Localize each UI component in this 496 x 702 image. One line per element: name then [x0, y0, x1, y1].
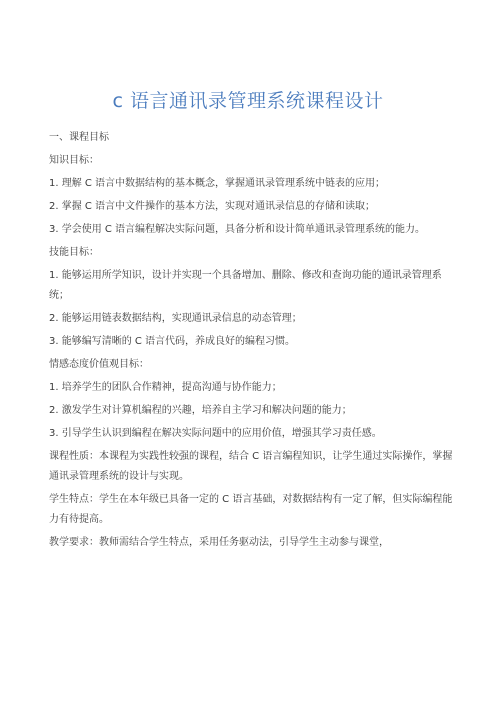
document-body — [49, 128, 459, 556]
subsection-heading: 技能目标： — [49, 247, 99, 258]
paragraph: 2. 掌握 C 语言中文件操作的基本方法，实现对通讯录信息的存储和读取； — [49, 201, 376, 212]
paragraph: 1. 理解 C 语言中数据结构的基本概念，掌握通讯录管理系统中链表的应用； — [49, 178, 386, 189]
document-title: c 语言通讯录管理系统课程设计 — [112, 90, 384, 112]
paragraph: 3. 引导学生认识到编程在解决实际问题中的应用价值，增强其学习责任感。 — [49, 428, 382, 439]
section-heading: 一、课程目标 — [49, 132, 109, 143]
paragraph: 3. 学会使用 C 语言编程解决实际问题，具备分析和设计简单通讯录管理系统的能力。 — [49, 224, 426, 235]
paragraph: 2. 能够运用链表数据结构，实现通讯录信息的动态管理； — [49, 313, 302, 324]
paragraph: 1. 能够运用所学知识，设计并实现一个具备增加、删除、修改和查询功能的通讯录管理系统； — [49, 270, 442, 301]
subsection-heading: 知识目标： — [49, 155, 99, 166]
paragraph: 教学要求：教师需结合学生特点，采用任务驱动法，引导学生主动参与课堂， — [49, 537, 389, 548]
paragraph: 课程性质：本课程为实践性较强的课程，结合 C 语言编程知识，让学生通过实际操作，掌握通讯录管理系统的设计与实现。 — [49, 451, 453, 482]
paragraph: 2. 激发学生对计算机编程的兴趣，培养自主学习和解决问题的能力； — [49, 405, 352, 416]
subsection-heading: 情感态度价值观目标： — [49, 359, 149, 370]
paragraph: 3. 能够编写清晰的 C 语言代码，养成良好的编程习惯。 — [49, 336, 296, 347]
paragraph: 1. 培养学生的团队合作精神，提高沟通与协作能力； — [49, 382, 282, 393]
paragraph: 学生特点：学生在本年级已具备一定的 C 语言基础，对数据结构有一定了解，但实际编程能力有待提高。 — [49, 494, 453, 525]
